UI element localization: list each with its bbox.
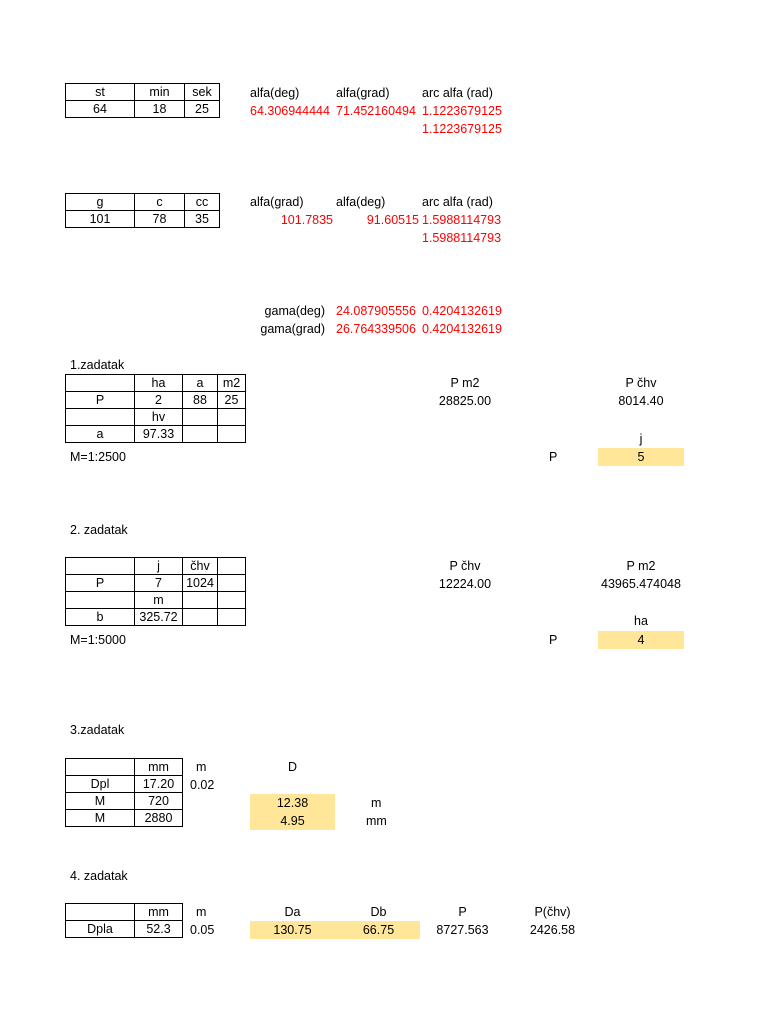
task1-cell — [66, 409, 135, 426]
task1-header-ha: ha — [135, 375, 183, 392]
task3-d-label: D — [287, 760, 298, 774]
task3-title: 3.zadatak — [70, 723, 125, 737]
task4-table — [65, 903, 183, 938]
task2-cell — [218, 592, 246, 609]
task1-cell — [218, 426, 246, 443]
task1-header-m2: m2 — [218, 375, 246, 392]
task1-table — [65, 374, 246, 443]
task4-row-label-dpla: Dpla — [66, 921, 135, 938]
task2-value-chv[interactable]: 1024 — [183, 575, 218, 592]
task2-cell — [183, 609, 218, 626]
task1-scale: M=1:2500 — [70, 450, 126, 464]
header-c: c — [135, 194, 185, 211]
task1-j-value[interactable]: 5 — [598, 448, 684, 466]
result-arc-alfa-2: 1.5988114793 — [422, 213, 502, 227]
task3-value-m1[interactable]: 720 — [135, 793, 183, 810]
task1-header-hv: hv — [135, 409, 183, 426]
task2-header-m: m — [135, 592, 183, 609]
task1-row-label-a: a — [66, 426, 135, 443]
task2-result-header-pm2: P m2 — [626, 559, 656, 573]
task1-value-m2[interactable]: 25 — [218, 392, 246, 409]
task4-value-db[interactable]: 66.75 — [362, 923, 395, 937]
task2-header-chv: čhv — [183, 558, 218, 575]
task1-cell — [183, 409, 218, 426]
task2-header-j: j — [135, 558, 183, 575]
task3-m-label: m — [196, 760, 207, 774]
value-min[interactable]: 18 — [135, 101, 185, 118]
task4-m-value: 0.05 — [190, 923, 215, 937]
task4-value-p: 8727.563 — [436, 923, 489, 937]
task4-m-label: m — [196, 905, 207, 919]
value-c[interactable]: 78 — [135, 211, 185, 228]
task3-row-label-m2: M — [66, 810, 135, 827]
task3-row-label-m1: M — [66, 793, 135, 810]
task2-result-pm2: 43965.474048 — [601, 577, 681, 591]
task3-d1-value[interactable]: 12.38 — [250, 794, 335, 812]
header-cc: cc — [185, 194, 220, 211]
task3-table — [65, 758, 183, 827]
task4-title: 4. zadatak — [70, 869, 128, 883]
task3-m-value: 0.02 — [190, 778, 215, 792]
result-alfa-deg-2: 91.60515 — [366, 213, 419, 227]
result-alfa-deg: 64.306944444 — [250, 104, 330, 118]
gama-deg-label: gama(deg) — [264, 304, 325, 318]
task4-header-mm: mm — [135, 904, 183, 921]
task1-cell — [218, 409, 246, 426]
gama-grad-rad: 0.4204132619 — [422, 322, 502, 336]
task1-result-pm2: 28825.00 — [438, 394, 492, 408]
task3-value-m2[interactable]: 2880 — [135, 810, 183, 827]
task2-result-header-pchv: P čhv — [449, 559, 481, 573]
task1-result-pchv: 8014.40 — [618, 394, 664, 408]
task1-result-header-pchv: P čhv — [625, 376, 657, 390]
task2-cell — [66, 558, 135, 575]
task2-scale: M=1:5000 — [70, 633, 126, 647]
col-title-arc-alfa-2: arc alfa (rad) — [422, 195, 493, 209]
task1-value-ha[interactable]: 2 — [135, 392, 183, 409]
task1-value-hv[interactable]: 97.33 — [135, 426, 183, 443]
task2-row-label-b: b — [66, 609, 135, 626]
gama-deg-rad: 0.4204132619 — [422, 304, 502, 318]
task2-ha-value[interactable]: 4 — [598, 631, 684, 649]
header-g: g — [66, 194, 135, 211]
gama-grad-label: gama(grad) — [260, 322, 325, 336]
dms-table — [65, 83, 220, 118]
task1-cell — [183, 426, 218, 443]
col-title-arc-alfa: arc alfa (rad) — [422, 86, 493, 100]
task3-value-dpl[interactable]: 17.20 — [135, 776, 183, 793]
task1-j-label: j — [639, 432, 643, 446]
task1-header-a: a — [183, 375, 218, 392]
value-sek[interactable]: 25 — [185, 101, 220, 118]
gama-deg-value: 24.087905556 — [336, 304, 416, 318]
value-g[interactable]: 101 — [66, 211, 135, 228]
value-st[interactable]: 64 — [66, 101, 135, 118]
task2-value-j[interactable]: 7 — [135, 575, 183, 592]
task2-p-label: P — [549, 633, 558, 647]
result-arc-alfa-check: 1.1223679125 — [422, 122, 502, 136]
task3-d1-unit: m — [371, 796, 382, 810]
header-min: min — [135, 84, 185, 101]
task4-cell — [66, 904, 135, 921]
task4-header-pchv: P(čhv) — [534, 905, 571, 919]
task1-value-a[interactable]: 88 — [183, 392, 218, 409]
col-title-alfa-deg-2: alfa(deg) — [336, 195, 386, 209]
col-title-alfa-grad: alfa(grad) — [336, 86, 390, 100]
task2-cell — [218, 558, 246, 575]
task2-cell — [66, 592, 135, 609]
col-title-alfa-grad-2: alfa(grad) — [250, 195, 304, 209]
result-arc-alfa: 1.1223679125 — [422, 104, 502, 118]
task1-p-label: P — [549, 450, 558, 464]
task1-title: 1.zadatak — [70, 358, 125, 372]
task3-row-label-dpl: Dpl — [66, 776, 135, 793]
task4-value-da[interactable]: 130.75 — [273, 923, 312, 937]
task2-table — [65, 557, 246, 626]
result-arc-alfa-2-check: 1.5988114793 — [422, 231, 502, 245]
result-alfa-grad-2: 101.7835 — [280, 213, 333, 227]
task4-value-pchv: 2426.58 — [529, 923, 576, 937]
task3-header-mm: mm — [135, 759, 183, 776]
task4-value-dpla[interactable]: 52.3 — [135, 921, 183, 938]
task4-header-p: P — [458, 905, 467, 919]
task2-cell — [218, 575, 246, 592]
value-cc[interactable]: 35 — [185, 211, 220, 228]
task4-header-db: Db — [370, 905, 387, 919]
task3-d2-unit: mm — [366, 814, 387, 828]
task2-cell — [183, 592, 218, 609]
task2-cell — [218, 609, 246, 626]
gama-grad-value: 26.764339506 — [336, 322, 416, 336]
task1-result-header-pm2: P m2 — [450, 376, 480, 390]
task3-cell — [66, 759, 135, 776]
gon-table — [65, 193, 220, 228]
result-alfa-grad: 71.452160494 — [336, 104, 416, 118]
header-st: st — [66, 84, 135, 101]
task2-row-label-p: P — [66, 575, 135, 592]
task2-title: 2. zadatak — [70, 523, 128, 537]
col-title-alfa-deg: alfa(deg) — [250, 86, 300, 100]
task1-row-label-p: P — [66, 392, 135, 409]
task2-result-pchv: 12224.00 — [438, 577, 492, 591]
task4-header-da: Da — [284, 905, 301, 919]
header-sek: sek — [185, 84, 220, 101]
task2-ha-label: ha — [634, 614, 648, 628]
task2-value-m[interactable]: 325.72 — [135, 609, 183, 626]
task3-d2-value[interactable]: 4.95 — [250, 812, 335, 830]
task1-cell — [66, 375, 135, 392]
